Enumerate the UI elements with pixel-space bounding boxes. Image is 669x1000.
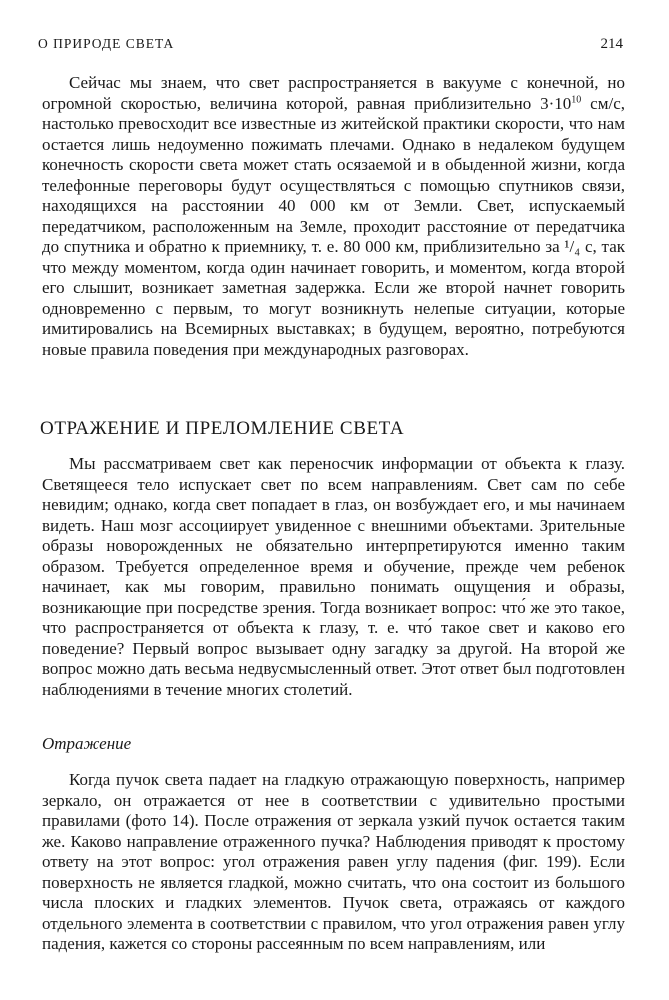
section-heading: ОТРАЖЕНИЕ И ПРЕЛОМЛЕНИЕ СВЕТА xyxy=(40,418,405,439)
running-head xyxy=(38,36,623,56)
paragraph-text: Мы рассматриваем свет как переносчик информации от объекта к глазу. Светящееся тело испускает свет по всем направлениям. Свет сам по себе невидим; однако, когда свет попадает в глаз, он возбуждает его, и мы начинаем видеть. Наш мозг ассоциирует увиденное с внешними объектами. Зрительные образы новорожденных не обязательно интерпретируются именно таким образом. Требуется определенное время и обучение, прежде чем ребенок начинает, как мы говорим, правильно понимать ощущения и образы, возникающие при посредстве зрения. Тогда возникает вопрос: что́ же это такое, что распространяется от объекта к глазу, т. е. что́ такое свет и каково его поведение? Первый вопрос вызывает одну загадку за другой. На второй же вопрос можно дать весьма недвусмысленный ответ. Этот ответ был подготовлен наблюдениями в течение многих столетий. xyxy=(42,454,625,699)
paragraph-speed-of-light xyxy=(42,73,625,360)
paragraph-text-rest: см/с, настолько превосходит все известные из житейской практики скорости, что нам остается лишь недоуменно пожимать плечами. Однако в недалеком будущем конечность скорости света может стать осязаемой и в обыденной жизни, когда телефонные переговоры будут осуществляться с помощью спутников связи, находящихся на расстоянии 40 000 км от Земли. Свет, испускаемый передатчиком, расположенным на Земле, проходит расстояние от передатчика до спутника и обратно к приемнику, т. е. 80 000 км, приблизительно за ¹/₄ с, так что между моментом, когда один начинает говорить, и моментом, когда второй его слышит, возникает заметная задержка. Если же второй начнет говорить одновременно с первым, то могут возникнуть нелепые ситуации, которые имитировались на Всемирных выставках; в будущем, вероятно, потребуются новые правила поведения при международных разговорах. xyxy=(42,93,625,359)
paragraph-text xyxy=(42,73,625,360)
running-title: О ПРИРОДЕ СВЕТА xyxy=(38,36,175,51)
paragraph-text-start: Сейчас мы знаем, что свет распространяется в вакууме с конечной, но огромной скоростью, величина которой, равная приблизительно 3·10 xyxy=(42,73,625,113)
exponent: 10 xyxy=(571,93,582,105)
page-number: 214 xyxy=(600,36,623,52)
paragraph-light-as-information xyxy=(42,454,625,700)
subsection-heading: Отражение xyxy=(42,734,132,753)
paragraph-reflection xyxy=(42,770,625,955)
paragraph-text: Когда пучок света падает на гладкую отражающую поверхность, например зеркало, он отражается от нее в соответствии с удивительно простыми правилами (фото 14). После отражения от зеркала узкий пучок остается таким же. Каково направление отраженного пучка? Наблюдения приводят к простому ответу на этот вопрос: угол отражения равен углу падения (фиг. 199). Если поверхность не является гладкой, можно считать, что она состоит из большого числа плоских и гладких элементов. Пучок света, отражаясь от каждого отдельного элемента в соответствии с правилом, что угол отражения равен углу падения, кажется со стороны рассеянным по всем направлениям, или xyxy=(42,770,625,953)
